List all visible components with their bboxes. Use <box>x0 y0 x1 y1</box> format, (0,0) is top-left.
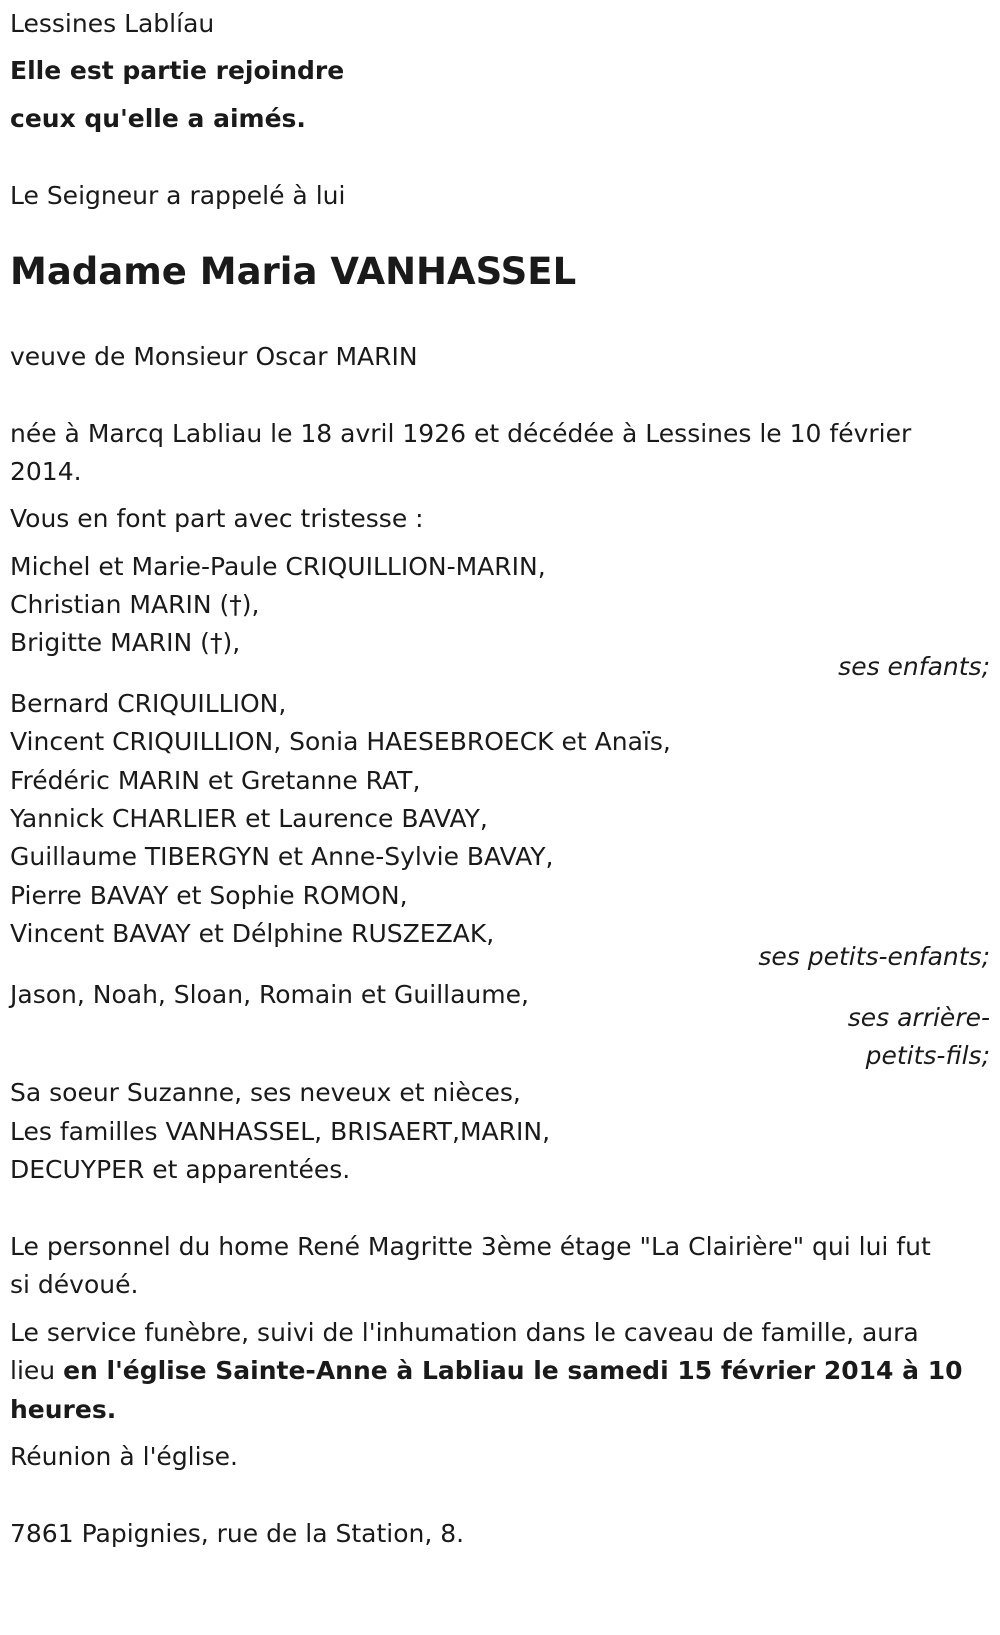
grandchildren-line: Pierre BAVAY et Sophie ROMON, <box>10 881 408 910</box>
grandchildren-role: ses petits-enfants; <box>758 942 990 971</box>
service-details-bold: en l'église Sainte-Anne à Labliau le samedi 15 février 2014 à 10 <box>63 1356 963 1385</box>
location-text: Lessines Lablíau <box>10 9 215 38</box>
service-line-2-plain: lieu <box>10 1356 64 1385</box>
family-line: Sa soeur Suzanne, ses neveux et nièces, <box>10 1078 521 1107</box>
family-line: Les familles VANHASSEL, BRISAERT,MARIN, <box>10 1117 551 1146</box>
children-line: Michel et Marie-Paule CRIQUILLION-MARIN, <box>10 552 546 581</box>
verse-line-2: ceux qu'elle a aimés. <box>10 104 306 133</box>
great-grandchildren-line: Jason, Noah, Sloan, Romain et Guillaume, <box>10 980 529 1009</box>
meeting-text: Réunion à l'église. <box>10 1442 238 1471</box>
service-line-2 <box>10 1351 963 1391</box>
announcement-text: Vous en font part avec tristesse : <box>10 504 424 533</box>
address-text: 7861 Papignies, rue de la Station, 8. <box>10 1519 465 1548</box>
service-line-1: Le service funèbre, suivi de l'inhumation dans le caveau de famille, aura <box>10 1318 919 1347</box>
birth-death-line-1: née à Marcq Labliau le 18 avril 1926 et décédée à Lessines le 10 février <box>10 419 912 448</box>
great-grandchildren-role-2: petits-fils; <box>865 1041 990 1070</box>
widow-of-text: veuve de Monsieur Oscar MARIN <box>10 342 418 371</box>
grandchildren-line: Guillaume TIBERGYN et Anne-Sylvie BAVAY, <box>10 842 554 871</box>
birth-death-line-2: 2014. <box>10 457 82 486</box>
intro-text: Le Seigneur a rappelé à lui <box>10 181 346 210</box>
staff-line-2: si dévoué. <box>10 1270 139 1299</box>
family-line: DECUYPER et apparentées. <box>10 1155 351 1184</box>
grandchildren-line: Vincent BAVAY et Délphine RUSZEZAK, <box>10 919 495 948</box>
verse-line-1: Elle est partie rejoindre <box>10 56 345 85</box>
grandchildren-line: Bernard CRIQUILLION, <box>10 689 287 718</box>
deceased-name: Madame Maria VANHASSEL <box>10 250 577 293</box>
children-line: Christian MARIN (†), <box>10 590 260 619</box>
grandchildren-line: Vincent CRIQUILLION, Sonia HAESEBROECK et Anaïs, <box>10 727 671 756</box>
great-grandchildren-role-1: ses arrière- <box>847 1003 990 1032</box>
grandchildren-line: Frédéric MARIN et Gretanne RAT, <box>10 766 421 795</box>
service-line-3: heures. <box>10 1395 117 1424</box>
staff-line-1: Le personnel du home René Magritte 3ème étage "La Clairière" qui lui fut <box>10 1232 931 1261</box>
grandchildren-line: Yannick CHARLIER et Laurence BAVAY, <box>10 804 488 833</box>
children-role: ses enfants; <box>838 652 990 681</box>
children-line: Brigitte MARIN (†), <box>10 628 241 657</box>
